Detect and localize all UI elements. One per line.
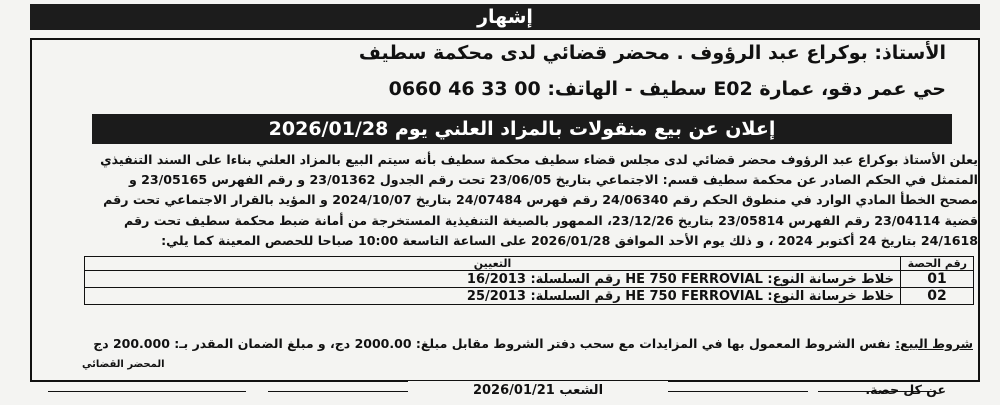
sale-conditions xyxy=(58,336,973,351)
lot-description: خلاط خرسانة النوع: HE 750 FERROVIAL رقم السلسلة: 25/2013 xyxy=(85,288,901,305)
lot-number: 01 xyxy=(901,271,974,288)
items-table xyxy=(84,256,974,305)
lot-number: 02 xyxy=(901,288,974,305)
notice-body xyxy=(52,150,978,251)
conditions-label: شروط البيع: xyxy=(895,336,973,351)
advertisement-page xyxy=(18,0,986,403)
bailiff-address: حي عمر دقو، عمارة E02 سطيف - الهاتف: 00 33 46 0660 xyxy=(388,78,946,100)
banner-title: إشهار xyxy=(30,4,980,30)
lot-description: خلاط خرسانة النوع: HE 750 FERROVIAL رقم السلسلة: 16/2013 xyxy=(85,271,901,288)
conditions-text: نفس الشروط المعمول بها في المزايدات مع سحب دفتر الشروط مقابل مبلغ: 2000.00 دج، و مبلغ الضمان المقدر بـ: 200.000 دج xyxy=(93,336,896,351)
publication-date: الشعب 2026/01/21 xyxy=(408,381,668,401)
auction-title: إعلان عن بيع منقولات بالمزاد العلني يوم 2026/01/28 xyxy=(92,114,952,144)
per-part-note: عن كل حصة. xyxy=(865,382,946,397)
body-line: 24/1618 بتاريخ 24 أكتوبر 2024 ، و ذلك يوم الأحد الموافق 2026/01/28 على الساعة التاسعة 10:00 صباحا للحصص المعينة كما يلي: xyxy=(161,232,978,248)
signature: المحضر القضائي xyxy=(82,359,165,370)
body-line: يعلن الأستاذ بوكراع عبد الرؤوف محضر قضائي لدى مجلس قضاء سطيف محكمة سطيف بأنه سيتم البيع بالمزاد العلني بناءا على السند التنفيذي xyxy=(100,152,978,167)
col-header-num: رقم الحصة xyxy=(901,257,974,271)
body-line: مصحح الخطأ المادي الوارد في منطوق الحكم رقم 24/06340 رقم فهرس 24/07484 بتاريخ 2024/10/07 و المؤيد بالقرار الاجتماعي تحت رقم xyxy=(103,192,978,208)
col-header-desc: التعيين xyxy=(85,257,901,271)
bailiff-name: الأستاذ: بوكراع عبد الرؤوف . محضر قضائي لدى محكمة سطيف xyxy=(358,42,946,64)
table-header-row xyxy=(85,257,974,271)
body-line: قضية 23/04114 رقم الفهرس 23/05814 بتاريخ 23/12/26، الممهور بالصيغة التنفيذية المستخرجة من أمانة ضبط محكمة سطيف تحت رقم xyxy=(124,212,978,228)
body-line: المتمثل في الحكم الصادر عن محكمة سطيف قسم: الاجتماعي بتاريخ 23/06/05 تحت رقم الجدول 23/01362 و رقم الفهرس 23/05165 و xyxy=(128,172,978,188)
table-row xyxy=(85,288,974,305)
footer xyxy=(268,381,808,401)
table-row xyxy=(85,271,974,288)
divider-left xyxy=(48,391,246,392)
